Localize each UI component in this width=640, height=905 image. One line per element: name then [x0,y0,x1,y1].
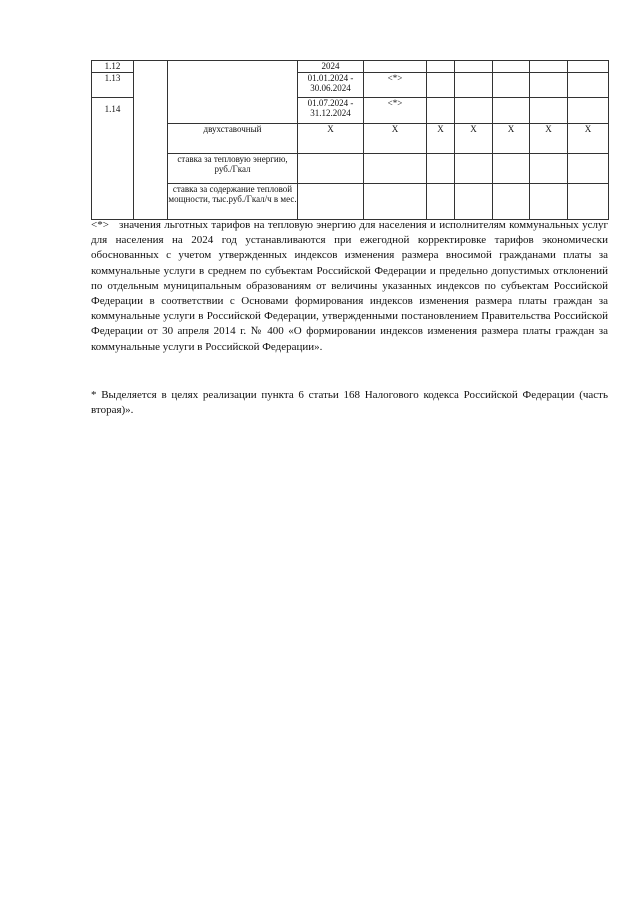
table-row [92,184,609,220]
x-mark: X [455,124,493,154]
empty-cell [168,61,298,124]
period-cell: 01.01.2024 - 30.06.2024 [298,73,364,98]
energy-rate-label: ставка за тепловую энергию, руб./Гкал [168,154,298,184]
footnote-marker: <*> [91,219,109,231]
x-mark: X [568,124,609,154]
footnote-text: значения льготных тарифов на тепловую энергию для населения и исполнителям коммунальных услуг для населения на 2024 год устанавливаются при ежегодной корректировке тарифов экономически обоснованных с учетом утвержденных индексов изменения размера вносимой гражданами платы за коммунальные услуги в среднем по субъектам Российской Федерации и предельно допустимых отклонений по отдельным муниципальным образованиям от величины указанных индексов по субъектам Российской Федерации в соответствии с Основами формирования индексов изменения размера платы граждан за коммунальные услуги в Российской Федерации, утвержденными постановлением Правительства Российской Федерации от 30 апреля 2014 г. № 400 «О формировании индексов изменения размера платы граждан за коммунальные услуги в Российской Федерации». [91,219,609,353]
value-cell: <*> [364,73,427,98]
table-row [92,154,609,184]
row-number: 1.13 [92,73,134,98]
tariff-table [91,60,609,220]
capacity-rate-label: ставка за содержание тепловой мощности, тыс.руб./Гкал/ч в мес. [168,184,298,220]
row-number: 1.14 [92,98,134,220]
x-mark: X [530,124,568,154]
table-row [92,124,609,154]
footnote-tariffs [91,218,608,355]
x-mark: X [298,124,364,154]
value-cell [364,61,427,73]
footnote-tax: * Выделяется в целях реализации пункта 6 статьи 168 Налогового кодекса Российской Федерации (часть вторая)». [91,389,608,417]
empty-cell [134,61,168,220]
x-mark: X [493,124,530,154]
x-mark: X [427,124,455,154]
two-part-label: двухставочный [168,124,298,154]
period-cell: 01.07.2024 - 31.12.2024 [298,98,364,124]
x-mark: X [364,124,427,154]
value-cell: <*> [364,98,427,124]
period-cell: 2024 [298,61,364,73]
table-row [92,61,609,73]
row-number: 1.12 [92,61,134,73]
